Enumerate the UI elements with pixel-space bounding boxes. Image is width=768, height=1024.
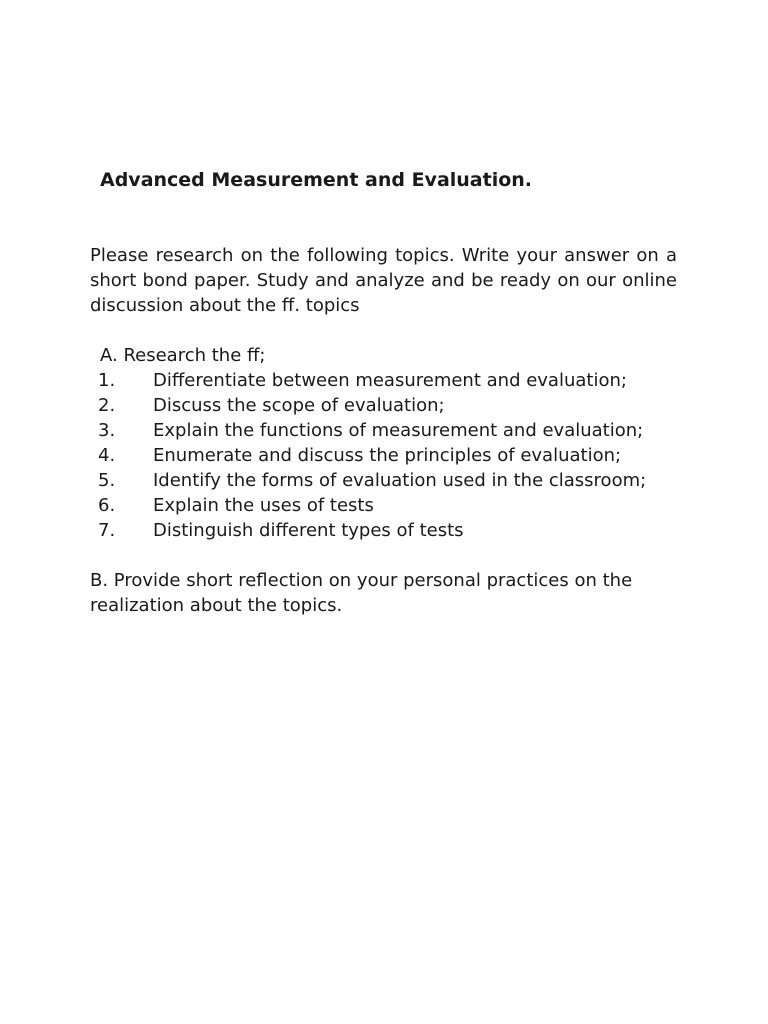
list-item-number: 7. — [98, 520, 116, 541]
list-item — [98, 393, 646, 418]
section-b-paragraph: B. Provide short reflection on your personal practices on the realization about the topics. — [90, 570, 633, 616]
list-item-text: Explain the uses of tests — [153, 495, 374, 516]
list-item-number: 2. — [98, 395, 116, 416]
list-item — [98, 518, 646, 543]
list-item-number: 5. — [98, 470, 116, 491]
intro-paragraph: Please research on the following topics. Write your answer on a short bond paper. Study and analyze and be ready on our online discussion about the ff. topics — [90, 245, 677, 316]
list-item-text: Explain the functions of measurement and evaluation; — [153, 420, 644, 441]
list-item-text: Distinguish different types of tests — [153, 520, 464, 541]
list-item-number: 3. — [98, 420, 116, 441]
topic-list — [98, 368, 646, 543]
list-item-text: Identify the forms of evaluation used in the classroom; — [153, 470, 647, 491]
list-item-text: Differentiate between measurement and evaluation; — [153, 370, 627, 391]
list-item-number: 4. — [98, 445, 116, 466]
document-title: Advanced Measurement and Evaluation. — [100, 169, 533, 191]
list-item — [98, 468, 646, 493]
list-item — [98, 368, 646, 393]
list-item — [98, 493, 646, 518]
list-item-number: 1. — [98, 370, 116, 391]
list-item — [98, 418, 646, 443]
section-a-label: A. Research the ff; — [100, 345, 266, 366]
list-item-text: Enumerate and discuss the principles of evaluation; — [153, 445, 622, 466]
list-item — [98, 443, 646, 468]
list-item-text: Discuss the scope of evaluation; — [153, 395, 445, 416]
list-item-number: 6. — [98, 495, 116, 516]
